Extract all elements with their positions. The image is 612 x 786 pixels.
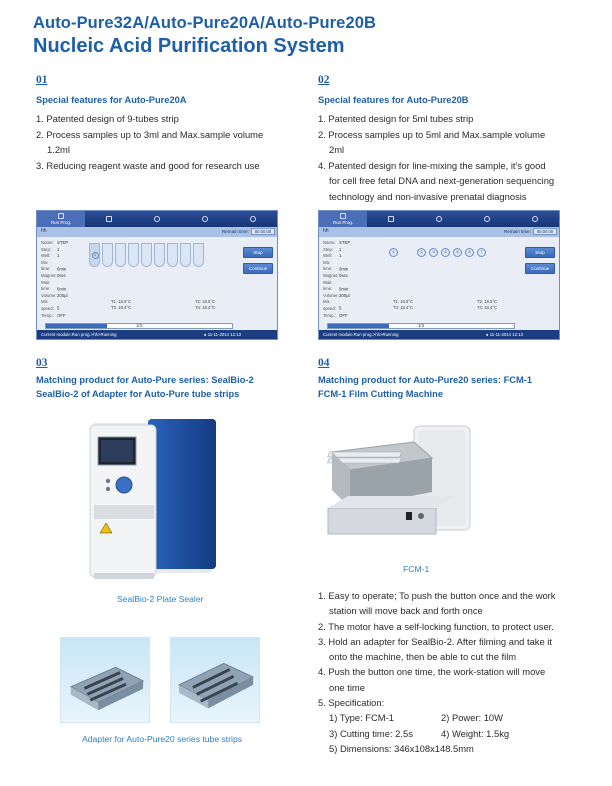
section-03: [36, 357, 308, 401]
section-number: 02: [318, 74, 330, 86]
file-icon: [388, 216, 394, 222]
continue-button[interactable]: Continue: [243, 263, 273, 274]
section-title-line2: SealBio-2 of Adapter for Auto-Pure tube strips: [36, 389, 240, 399]
tab-uv[interactable]: [463, 211, 511, 227]
gear-icon: [436, 216, 442, 222]
list-item: onto the machine, then be able to cut the film: [329, 651, 517, 663]
list-item: 2ml: [329, 144, 345, 156]
well: 3: [429, 248, 438, 257]
section-number: 03: [36, 357, 48, 369]
section-number: 01: [36, 74, 48, 86]
well: [193, 243, 204, 267]
remain-label: Remain time:: [503, 228, 531, 234]
list-item: technology and non-invasive prenatal diagnosis: [329, 190, 527, 202]
tube-strip-9: [89, 243, 204, 269]
temps-left: T1: 18.5°C T3: 18.4°C: [393, 299, 414, 310]
stop-button[interactable]: Stop: [525, 247, 555, 258]
remain-label: Remain time:: [221, 228, 249, 234]
well: [141, 243, 152, 267]
doc-title-line2: Nucleic Acid Purification System: [33, 35, 345, 57]
section-title-line1: Matching product for Auto-Pure20 series: FCM-1: [318, 375, 533, 385]
progress-bar: 1/3: [45, 323, 233, 329]
well: [102, 243, 113, 267]
screen-tabbar: [319, 211, 559, 227]
screen-tabbar: [37, 211, 277, 227]
fcm-feature-list: [318, 588, 588, 756]
program-name: hh: [323, 228, 329, 234]
list-item: 3. Hold an adapter for SealBio-2. After filming and take it: [318, 635, 552, 647]
clock: ● 11-11-2014 12:13: [485, 332, 523, 337]
info-icon: [250, 216, 256, 222]
screen-subbar: [319, 227, 559, 237]
info-icon: [532, 216, 538, 222]
list-item: one time: [329, 681, 365, 693]
tab-program[interactable]: [367, 211, 415, 227]
spec-row: [318, 710, 588, 725]
spec-dimensions: 5) Dimensions: 346x108x148.5mm: [329, 742, 474, 754]
tab-uv[interactable]: [181, 211, 229, 227]
feature-list: [36, 111, 308, 173]
list-item: 2. Process samples up to 5ml and Max.sample volume: [318, 128, 546, 140]
section-title-line1: Matching product for Auto-Pure series: SealBio-2: [36, 375, 254, 385]
well: 4: [441, 248, 450, 257]
sealer-caption: SealBio-2 Plate Sealer: [117, 594, 204, 604]
spec-row: [318, 726, 588, 741]
lamp-icon: [202, 216, 208, 222]
well: 5: [453, 248, 462, 257]
list-item: 1. Patented design for 5ml tubes strip: [318, 113, 474, 124]
section-title: Special features for Auto-Pure20A: [36, 95, 187, 105]
temps-left: T1: 18.5°C T3: 18.4°C: [111, 299, 132, 310]
list-item: 2. The motor have a self-locking function, to protect user.: [318, 620, 554, 632]
status-bar: [37, 330, 277, 339]
status-text: Current module:Run prog.>hh>Running: [323, 332, 399, 337]
screen-subbar: [37, 227, 277, 237]
feature-list: [318, 111, 590, 205]
adapter-caption: Adapter for Auto-Pure20 series tube strips: [82, 734, 243, 744]
list-item: 5. Specification:: [318, 697, 385, 709]
list-item: 1. Patented design of 9-tubes strip: [36, 113, 179, 124]
section-title: Special features for Auto-Pure20B: [318, 95, 469, 105]
params-list: Name: STEP Step: 1 Well: 1 Mix time: 0min Magnet:0sec Wait time: 0min Volume:200µl Mix speed: 5 Temp.: OFF: [323, 240, 351, 318]
tab-program[interactable]: [85, 211, 133, 227]
well: [154, 243, 165, 267]
file-icon: [106, 216, 112, 222]
touchscreen-20b: [318, 210, 560, 340]
tab-info[interactable]: [511, 211, 559, 227]
tab-info[interactable]: [229, 211, 277, 227]
run-icon: [58, 213, 64, 219]
doc-title-line1: Auto-Pure32A/Auto-Pure20A/Auto-Pure20B: [33, 14, 377, 32]
adapter-image-1: [60, 637, 150, 723]
well: [180, 243, 191, 267]
section-01: [36, 74, 308, 173]
list-item: 1.2ml: [47, 144, 70, 156]
tab-run-prog[interactable]: Run Prog.: [319, 211, 367, 227]
spec-cutting: 3) Cutting time: 2.5s: [329, 727, 413, 739]
remain-value: 00:00:00: [251, 228, 275, 235]
well: 1: [389, 248, 398, 257]
list-item: 1. Easy to operate; To push the button once and the work: [318, 590, 556, 601]
list-item: 4. Push the button one time, the work-station will move: [318, 666, 546, 678]
gear-icon: [154, 216, 160, 222]
fcm-machine-image: [322, 412, 472, 552]
params-list: Name: STEP Step: 1 Well: 1 Mix time: 0min Magnet:0sec Wait time: 0min Volume:200µl Mix speed: 5 Temp.: OFF: [41, 240, 69, 318]
tab-run-prog[interactable]: Run Prog.: [37, 211, 85, 227]
temps-right: T2: 18.5°C T4: 18.4°C: [477, 299, 498, 310]
sealer-image: [88, 413, 224, 585]
well: [167, 243, 178, 267]
well: 1: [89, 243, 100, 267]
stop-button[interactable]: Stop: [243, 247, 273, 258]
list-item: 2. Process samples up to 3ml and Max.sample volume: [36, 128, 264, 140]
spec-power: 2) Power: 10W: [441, 712, 503, 724]
section-04: [318, 357, 590, 401]
status-bar: [319, 330, 559, 339]
spec-type: 1) Type: FCM-1: [329, 712, 394, 724]
well: [128, 243, 139, 267]
section-title-line2: FCM-1 Film Cutting Machine: [318, 389, 443, 399]
continue-button[interactable]: Continue: [525, 263, 555, 274]
well: 7: [477, 248, 486, 257]
list-item: for cell free fetal DNA and next-generation sequencing: [329, 175, 555, 187]
well: 2: [417, 248, 426, 257]
clock: ● 11-11-2014 12:13: [203, 332, 241, 337]
list-item: 3. Reducing reagent waste and good for research use: [36, 159, 260, 171]
temps-right: T2: 18.5°C T4: 18.4°C: [195, 299, 216, 310]
section-number: 04: [318, 357, 330, 369]
tab-settings[interactable]: [133, 211, 181, 227]
fcm-caption: FCM-1: [403, 564, 430, 574]
section-02: [318, 74, 590, 205]
touchscreen-20a: [36, 210, 278, 340]
lamp-icon: [484, 216, 490, 222]
progress-bar: 1/3: [327, 323, 515, 329]
list-item: station will move back and forth once: [329, 605, 483, 617]
run-icon: [340, 213, 346, 219]
tab-settings[interactable]: [415, 211, 463, 227]
program-name: hh: [41, 228, 47, 234]
spec-weight: 4) Weight: 1.5kg: [441, 727, 510, 739]
status-text: Current module:Run prog.>hh>Running: [41, 332, 117, 337]
remain-value: 00:00:00: [533, 228, 557, 235]
adapter-image-2: [170, 637, 260, 723]
well: 6: [465, 248, 474, 257]
list-item: 4. Patented design for line-mixing the sample, it’s good: [318, 159, 546, 171]
well: [115, 243, 126, 267]
